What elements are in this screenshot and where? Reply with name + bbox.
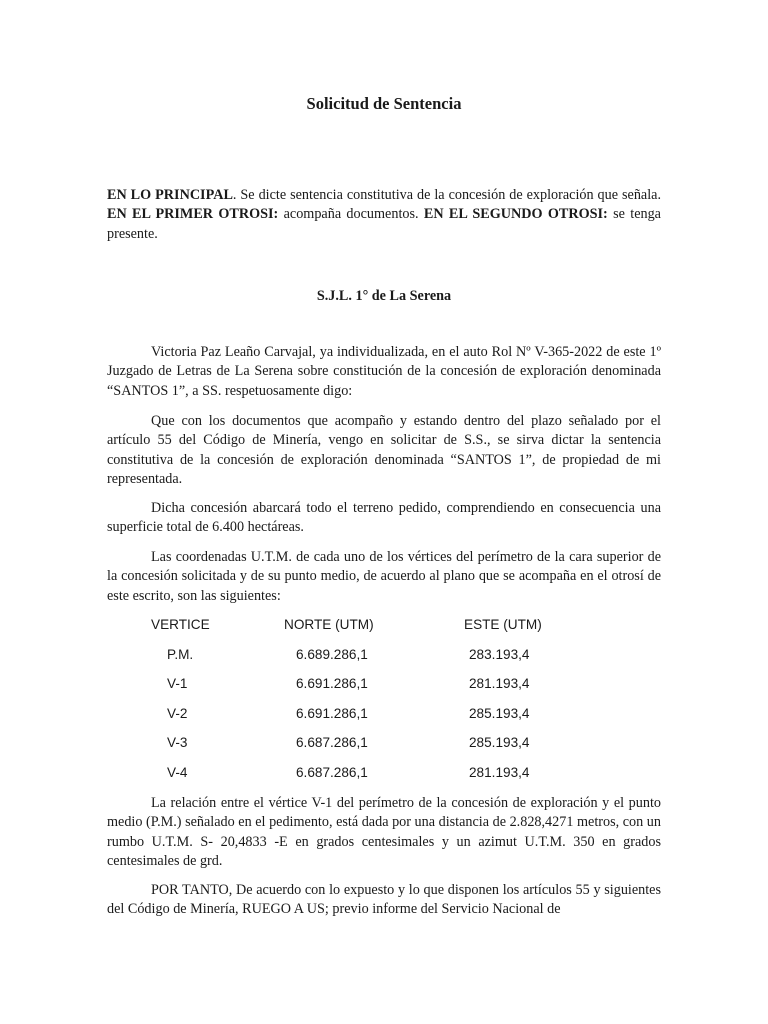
cell-vertice: V-4: [167, 764, 188, 780]
cell-norte: 6.691.286,1: [296, 676, 368, 692]
table-row: [107, 676, 661, 706]
table-header-row: [107, 617, 661, 647]
conclusion-paragraph: POR TANTO, De acuerdo con lo expuesto y lo que disponen los artículos 55 y siguientes del Código de Minería, RUEGO A US; previo informe del Servicio Nacional de: [107, 882, 661, 918]
header-vertice: VERTICE: [151, 617, 210, 632]
request-paragraph: Que con los documentos que acompaño y estando dentro del plazo señalado por el artículo 55 del Código de Minería, vengo en solicitar de S.S., se sirva dictar la sentencia constitutiva de la concesión de exploración denominada “SANTOS 1”, de propiedad de mi representada.: [107, 413, 661, 488]
table-row: [107, 765, 661, 795]
cell-vertice: V-3: [167, 735, 188, 751]
cell-este: 281.193,4: [469, 676, 530, 692]
cell-norte: 6.687.286,1: [296, 735, 368, 751]
table-row: [107, 647, 661, 677]
header-norte: NORTE (UTM): [284, 617, 374, 632]
principal-label: EN LO PRINCIPAL: [107, 187, 233, 203]
cell-norte: 6.689.286,1: [296, 646, 368, 662]
table-row: [107, 735, 661, 765]
cell-este: 285.193,4: [469, 735, 530, 751]
first-otrosi-label: EN EL PRIMER OTROSI:: [107, 206, 279, 223]
cell-norte: 6.691.286,1: [296, 705, 368, 721]
summary-paragraph: [107, 186, 661, 244]
cell-vertice: P.M.: [167, 646, 194, 662]
first-otrosi-text: acompaña documentos.: [278, 206, 424, 223]
cell-este: 285.193,4: [469, 705, 530, 721]
cell-vertice: V-1: [167, 676, 188, 692]
area-paragraph: Dicha concesión abarcará todo el terreno pedido, comprendiendo en consecuencia una superficie total de 6.400 hectáreas.: [107, 500, 661, 536]
relation-paragraph: La relación entre el vértice V-1 del perímetro de la concesión de exploración y el punto medio (P.M.) señalado en el pedimento, está dada por una distancia de 2.828,4271 metros, con un rumbo U.T.M. S- 20,4833 -E en grados centesimales y un azimut U.T.M. 350 en grados centesimales de grd.: [107, 795, 661, 870]
second-otrosi-text: se tenga presente.: [107, 206, 661, 242]
principal-text: . Se dicte sentencia constitutiva de la concesión de exploración que señala.: [232, 187, 661, 203]
coordinates-table: [107, 617, 661, 795]
header-este: ESTE (UTM): [464, 617, 542, 632]
second-otrosi-label: EN EL SEGUNDO OTROSI:: [423, 206, 608, 223]
cell-este: 281.193,4: [469, 764, 530, 780]
cell-este: 283.193,4: [469, 646, 530, 662]
intro-paragraph: Victoria Paz Leaño Carvajal, ya individualizada, en el auto Rol Nº V-365-2022 de este 1º Juzgado de Letras de La Serena sobre constitución de la concesión de exploración denominada “SANTOS 1”, a SS. respetuosamente digo:: [107, 344, 661, 399]
court-heading: S.J.L. 1° de La Serena: [316, 288, 452, 304]
document-title: Solicitud de Sentencia: [306, 94, 462, 113]
coordinates-intro-paragraph: Las coordenadas U.T.M. de cada uno de los vértices del perímetro de la cara superior de la concesión solicitada y de su punto medio, de acuerdo al plano que se acompaña en el otrosí de este escrito, son las siguientes:: [107, 549, 661, 604]
cell-norte: 6.687.286,1: [296, 764, 368, 780]
cell-vertice: V-2: [167, 705, 188, 721]
table-row: [107, 706, 661, 736]
